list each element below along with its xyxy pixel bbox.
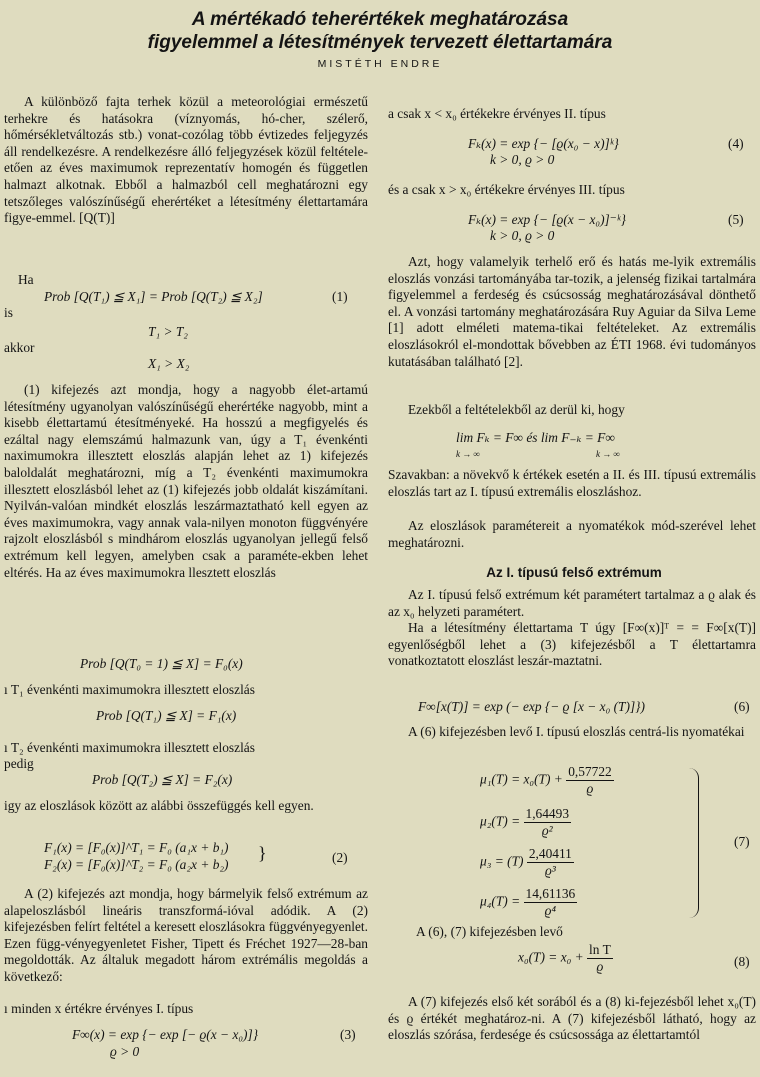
paragraph-attraction: Azt, hogy valamelyik terhelő erő és hatás me-lyik extremális eloszlás vonzási tartományába tar-tozik, a jelenség fizikai tartalmára figyelemmel a ferdeség és csúcsosság meghatározásával dönthető el. A vonzási tartomány meghatározására Ruy Aguiar da Silva Leme [1] adott elméleti matema-tikai feltételeket. Az extremális eloszlásokról el-mondottak bővebben az ÉTI 1968. évi tudományos kutatásában található [2]. bbox=[388, 254, 756, 369]
limit-subscript-2: k → ∞ bbox=[596, 449, 620, 459]
equation-2a: F₁(x) = [F₀(x)]^T₁ = F₀ (a₁x + b₁) bbox=[44, 840, 229, 855]
paragraph-final: A (7) kifejezés első két sorából és a (8) ki-fejezésből lehet x₀(T) és ϱ értékét meghatároz-ni. A (7) kifejezésből látható, hogy az eloszlás szórása, ferdesége és csúcsossága az élettartamtól bbox=[388, 994, 756, 1043]
text-type-2: a csak x < x₀ értékekre érvényes II. típus bbox=[388, 106, 606, 121]
limit-equation: lim Fₖ = F∞ és lim F₋ₖ = F∞ bbox=[456, 430, 615, 445]
text-type-1: ı minden x értékre érvényes I. típus bbox=[4, 1001, 194, 1016]
paragraph-transformation: A (2) kifejezés azt mondja, hogy bármelyik felső extrémum az alapeloszlásból lineáris transzformá-ióval adódik. A (2) kifejezésben felírt feltétel a keresett eloszlásokra függvényegyenlet. Ezen függ-vényegyenletet Fisher, Tipett és Fréchet 1927—28-ban megoldották. Az általuk megadott három extrémális megoldás a következő: bbox=[4, 886, 368, 984]
moment-3-numerator: 2,40411 bbox=[528, 846, 572, 861]
moment-2 bbox=[480, 806, 571, 839]
equation-a: Prob [Q(T₀ = 1) ≦ X] = F₀(x) bbox=[80, 656, 243, 671]
equation-7-number: (7) bbox=[734, 834, 750, 849]
moment-1 bbox=[480, 764, 614, 797]
label-ha: Ha bbox=[18, 272, 34, 287]
moment-1-lhs: μ₁(T) = x₀(T) + bbox=[480, 771, 563, 787]
paragraph-lifetime: Ha a létesítmény élettartama T úgy [F∞(x)]ᵀ = = F∞[x(T)] egyenlőségből lehet a (3) kifejezésből a T élettartamra vonatkoztatott eloszlást leszár-maztatni. bbox=[388, 620, 756, 669]
paragraph-relation: igy az eloszlások között az alábbi összefüggés kell egyen. bbox=[4, 798, 314, 813]
moment-1-numerator: 0,57722 bbox=[568, 764, 612, 779]
moment-4-numerator: 14,61136 bbox=[525, 886, 576, 901]
equation-8-number: (8) bbox=[734, 954, 750, 969]
paragraph-words: Szavakban: a növekvő k értékek esetén a II. és III. típusú extremális eloszlás tart az I. típusú extremális eloszláshoz. bbox=[388, 467, 756, 499]
equation-4-condition: k > 0, ϱ > 0 bbox=[490, 152, 555, 167]
brace-eq7 bbox=[688, 768, 699, 918]
equation-5: Fₖ(x) = exp {− [ϱ(x − x₀)]⁻ᵏ} bbox=[468, 212, 626, 227]
moment-3-lhs: μ₃ = (T) bbox=[480, 853, 524, 869]
label-akkor: akkor bbox=[4, 340, 35, 355]
equation-2b: F₂(x) = [F₀(x)]^T₂ = F₀ (a₂x + b₂) bbox=[44, 857, 229, 872]
text-pedig: pedig bbox=[4, 756, 34, 771]
paragraph-explanation: (1) kifejezés azt mondja, hogy a nagyobb élet-artamú létesítmény ugyanolyan valószínűségű eherértéke nagyobb, mint a kisebb élettartamú étesítményeké. Ha hosszú a megfigyelés és ezáltal nagy elemszámú halmazunk van, úgy a T₁ évenkénti naximumokra illesztett eloszlás alapján lehet az 1) kifejezés baloldalát meghatározni, míg a T₂ évenkénti maximumokra illesztett eloszlásból lehet az (1) kifejezés jobb oldalát kiszámítani. Nyilván-valóan mindkét eloszlás leszármaztatható kell egyen az éves maximumokra, vagy annak vala-nilyen monoton függvényére rajzolt eloszlásból s mindhárom eloszlás ugyanolyan jellegű felső extrémum kell legyen, amelyben csak a paraméte-ekben lehet eltérés. Ha az éves maximumokra llesztett eloszlás bbox=[4, 382, 368, 580]
section-heading: Az I. típusú felső extrémum bbox=[486, 565, 662, 580]
equation-1: Prob [Q(T₁) ≦ X₁] = Prob [Q(T₂) ≦ X₂] bbox=[44, 289, 263, 304]
equation-6: F∞[x(T)] = exp (− exp {− ϱ [x − x₀ (T)]}) bbox=[418, 699, 645, 714]
text-type-3: és a csak x > x₀ értékekre érvényes III. típus bbox=[388, 182, 625, 197]
paragraph-parameters: Az I. típusú felső extrémum két paramétert tartalmaz a ϱ alak és az x₀ helyzeti paramétert. bbox=[388, 587, 756, 619]
title-line-2: figyelemmel a létesítmények tervezett élettartamára bbox=[147, 32, 613, 53]
equation-c: Prob [Q(T₂) ≦ X] = F₂(x) bbox=[92, 772, 233, 787]
condition-t: T₁ > T₂ bbox=[148, 324, 188, 339]
equation-8-numerator: ln T bbox=[589, 942, 611, 957]
equation-6-number: (6) bbox=[734, 699, 750, 714]
equation-8-denominator: ϱ bbox=[596, 959, 604, 974]
title-line-1: A mértékadó teherértékek meghatározása bbox=[191, 9, 569, 30]
equation-b: Prob [Q(T₁) ≦ X] = F₁(x) bbox=[96, 708, 237, 723]
equation-3: F∞(x) = exp {− exp [− ϱ(x − x₀)]} bbox=[72, 1027, 259, 1042]
equation-8-lhs: x₀(T) = x₀ + bbox=[518, 949, 584, 965]
equation-5-condition: k > 0, ϱ > 0 bbox=[490, 228, 555, 243]
equation-8 bbox=[518, 942, 613, 975]
moment-2-denominator: ϱ² bbox=[541, 823, 553, 838]
moment-4-lhs: μ₄(T) = bbox=[480, 893, 521, 909]
equation-3-condition: ϱ > 0 bbox=[110, 1044, 140, 1059]
equation-4-number: (4) bbox=[728, 136, 744, 151]
moment-1-denominator: ϱ bbox=[586, 781, 594, 796]
equation-4: Fₖ(x) = exp {− [ϱ(x₀ − x)]ᵏ} bbox=[468, 136, 619, 151]
paragraph-intro: A különböző fajta terhek közül a meteorológiai ermészetű terhekre és hatásokra (víznyomás, hó-cher, szélerő, hőmérsékletváltozás stb.) vonat-cozólag több évtizedes feljegyzés áll rendelkezésre. A rendelkezésre álló feljegyzések közül feltétele-etően az éves maximumok reprezentatív homogén és független halmazt alkotnak. Ebből a halmazból cell meghatározni egy tetszőleges valószínűségű eherértéket a létesítmény élettartamára figye-emmel. [Q(T)] bbox=[4, 94, 368, 226]
moment-4 bbox=[480, 886, 577, 919]
limit-subscript-1: k → ∞ bbox=[456, 449, 480, 459]
moment-4-denominator: ϱ⁴ bbox=[544, 903, 557, 918]
moment-3 bbox=[480, 846, 574, 879]
moment-2-numerator: 1,64493 bbox=[525, 806, 570, 821]
author: MISTÉTH ENDRE bbox=[317, 58, 443, 70]
paragraph-moments: Az eloszlások paramétereit a nyomatékok mód-szerével lehet meghatározni. bbox=[388, 518, 756, 550]
text-t2: ı T₂ évenkénti maximumokra illesztett eloszlás bbox=[4, 740, 255, 755]
equation-1-number: (1) bbox=[332, 289, 348, 304]
equation-2-number: (2) bbox=[332, 850, 348, 865]
text-eq8-intro: A (6), (7) kifejezésben levő bbox=[416, 924, 563, 939]
equation-5-number: (5) bbox=[728, 212, 744, 227]
moment-3-denominator: ϱ³ bbox=[544, 863, 556, 878]
equation-3-number: (3) bbox=[340, 1027, 356, 1042]
condition-x: X₁ > X₂ bbox=[148, 356, 190, 371]
text-conditions: Ezekből a feltételekből az derül ki, hogy bbox=[408, 402, 625, 417]
paragraph-central-moments: A (6) kifejezésben levő I. típusú eloszlás centrá-lis nyomatékai bbox=[408, 724, 745, 739]
moment-2-lhs: μ₂(T) = bbox=[480, 813, 521, 829]
label-is: is bbox=[4, 305, 13, 320]
text-t1: ı T₁ évenkénti maximumokra illesztett eloszlás bbox=[4, 682, 255, 697]
brace-eq2: } bbox=[258, 843, 267, 863]
